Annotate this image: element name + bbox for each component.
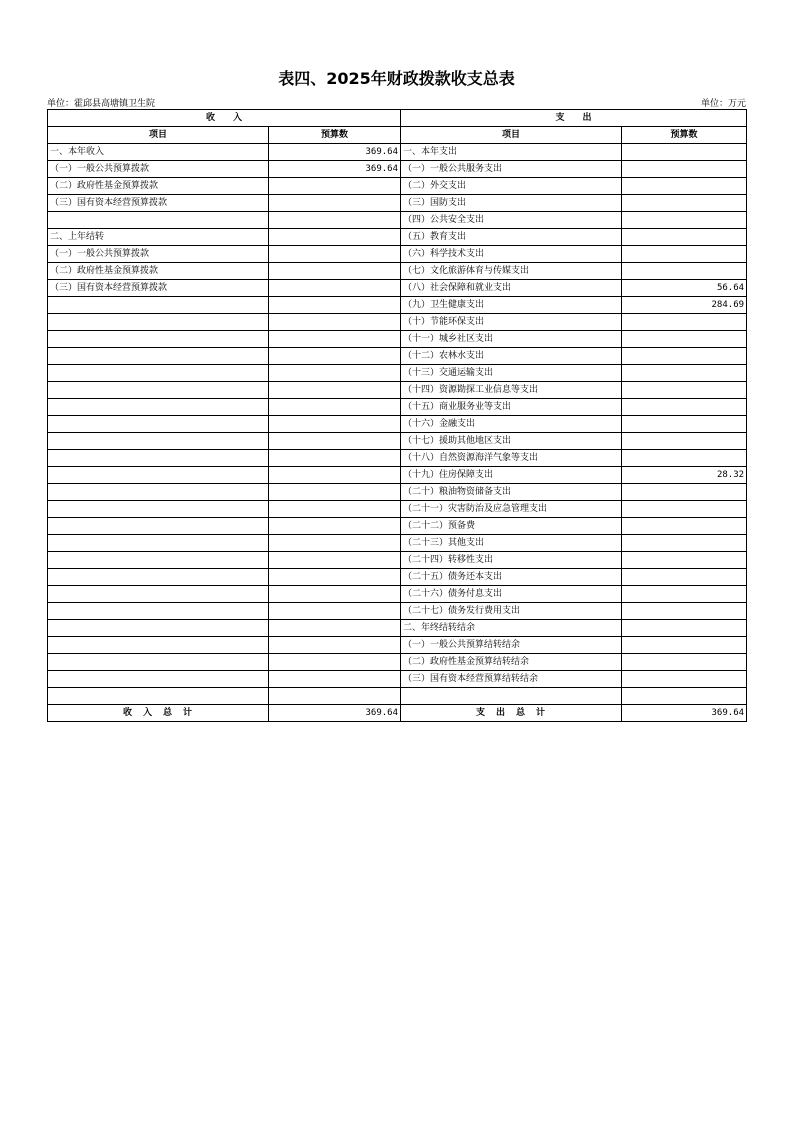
table-row xyxy=(48,382,747,399)
expense-value-cell xyxy=(622,552,747,569)
table-row xyxy=(48,518,747,535)
expense-value-cell xyxy=(622,314,747,331)
income-value-cell xyxy=(269,688,401,705)
expense-item-cell: （十八）自然资源海洋气象等支出 xyxy=(401,450,622,467)
income-item-cell: 二、上年结转 xyxy=(48,229,269,246)
expense-item-cell: （二十）粮油物资储备支出 xyxy=(401,484,622,501)
income-value-cell xyxy=(269,212,401,229)
expense-item-cell: （十九）住房保障支出 xyxy=(401,467,622,484)
table-row xyxy=(48,450,747,467)
expense-item-cell: （十七）援助其他地区支出 xyxy=(401,433,622,450)
expense-value-cell xyxy=(622,178,747,195)
expense-value-cell xyxy=(622,688,747,705)
expense-item-cell: （十）节能环保支出 xyxy=(401,314,622,331)
expense-value-cell xyxy=(622,518,747,535)
table-row xyxy=(48,620,747,637)
expense-item-cell: 一、本年支出 xyxy=(401,144,622,161)
table-row xyxy=(48,246,747,263)
table-row xyxy=(48,603,747,620)
budget-table xyxy=(47,109,747,722)
income-item-cell xyxy=(48,297,269,314)
expense-item-cell: （九）卫生健康支出 xyxy=(401,297,622,314)
income-item-cell: （一）一般公共预算拨款 xyxy=(48,246,269,263)
income-value-cell: 369.64 xyxy=(269,161,401,178)
income-value-cell xyxy=(269,399,401,416)
expense-value-cell xyxy=(622,654,747,671)
income-value-cell xyxy=(269,501,401,518)
income-item-cell xyxy=(48,518,269,535)
expense-item-cell: （三）国有资本经营预算结转结余 xyxy=(401,671,622,688)
income-item-cell xyxy=(48,688,269,705)
expense-item-cell: （十三）交通运输支出 xyxy=(401,365,622,382)
table-row xyxy=(48,161,747,178)
table-row xyxy=(48,212,747,229)
expense-value-cell xyxy=(622,586,747,603)
expense-item-cell: （三）国防支出 xyxy=(401,195,622,212)
income-budget-header: 预算数 xyxy=(269,127,401,144)
income-item-cell xyxy=(48,569,269,586)
income-value-cell xyxy=(269,620,401,637)
unit-currency: 单位：万元 xyxy=(700,99,746,109)
income-value-cell xyxy=(269,195,401,212)
column-header-row xyxy=(48,127,747,144)
income-item-cell xyxy=(48,212,269,229)
income-value-cell xyxy=(269,280,401,297)
table-row xyxy=(48,654,747,671)
income-item-cell: （二）政府性基金预算拨款 xyxy=(48,263,269,280)
expense-value-cell xyxy=(622,144,747,161)
expense-value-cell xyxy=(622,501,747,518)
income-value-cell xyxy=(269,637,401,654)
income-value-cell xyxy=(269,178,401,195)
expense-value-cell xyxy=(622,382,747,399)
table-row xyxy=(48,501,747,518)
table-row xyxy=(48,331,747,348)
expense-value-cell: 56.64 xyxy=(622,280,747,297)
expense-value-cell xyxy=(622,263,747,280)
table-row xyxy=(48,365,747,382)
income-item-cell xyxy=(48,450,269,467)
table-row xyxy=(48,637,747,654)
income-item-cell xyxy=(48,314,269,331)
income-value-cell xyxy=(269,484,401,501)
expense-item-cell: （八）社会保障和就业支出 xyxy=(401,280,622,297)
expense-item-cell: （十六）金融支出 xyxy=(401,416,622,433)
income-value-cell xyxy=(269,382,401,399)
expense-item-cell: （六）科学技术支出 xyxy=(401,246,622,263)
expense-value-cell xyxy=(622,195,747,212)
income-value-cell xyxy=(269,365,401,382)
income-value-cell xyxy=(269,229,401,246)
table-row xyxy=(48,314,747,331)
table-row xyxy=(48,688,747,705)
expense-item-cell: （二十五）债务还本支出 xyxy=(401,569,622,586)
expense-item-cell: （二十一）灾害防治及应急管理支出 xyxy=(401,501,622,518)
expense-value-cell xyxy=(622,331,747,348)
expense-item-cell: 二、年终结转结余 xyxy=(401,620,622,637)
income-value-cell xyxy=(269,603,401,620)
expense-value-cell xyxy=(622,484,747,501)
income-item-cell xyxy=(48,416,269,433)
expense-item-header: 项目 xyxy=(401,127,622,144)
income-item-cell xyxy=(48,433,269,450)
table-row xyxy=(48,535,747,552)
table-row xyxy=(48,229,747,246)
table-row xyxy=(48,297,747,314)
income-value-cell xyxy=(269,433,401,450)
expense-item-cell xyxy=(401,688,622,705)
income-item-cell: （一）一般公共预算拨款 xyxy=(48,161,269,178)
expense-section-header: 支 出 xyxy=(401,110,747,127)
income-item-cell xyxy=(48,348,269,365)
income-item-cell xyxy=(48,467,269,484)
table-row xyxy=(48,144,747,161)
income-item-cell xyxy=(48,382,269,399)
expense-value-cell xyxy=(622,433,747,450)
income-total-label: 收 入 总 计 xyxy=(48,705,269,722)
expense-value-cell xyxy=(622,603,747,620)
section-header-row xyxy=(48,110,747,127)
expense-item-cell: （一）一般公共预算结转结余 xyxy=(401,637,622,654)
total-row xyxy=(48,705,747,722)
expense-item-cell: （二）外交支出 xyxy=(401,178,622,195)
expense-value-cell xyxy=(622,399,747,416)
income-item-cell xyxy=(48,671,269,688)
table-row xyxy=(48,569,747,586)
expense-value-cell xyxy=(622,535,747,552)
expense-value-cell: 284.69 xyxy=(622,297,747,314)
table-row xyxy=(48,348,747,365)
expense-item-cell: （十一）城乡社区支出 xyxy=(401,331,622,348)
income-item-cell xyxy=(48,620,269,637)
income-item-header: 项目 xyxy=(48,127,269,144)
expense-value-cell xyxy=(622,637,747,654)
income-value-cell xyxy=(269,569,401,586)
document-title: 表四、2025年财政拨款收支总表 xyxy=(278,69,515,88)
expense-item-cell: （七）文化旅游体育与传媒支出 xyxy=(401,263,622,280)
expense-value-cell xyxy=(622,246,747,263)
income-value-cell xyxy=(269,348,401,365)
expense-value-cell: 28.32 xyxy=(622,467,747,484)
income-value-cell xyxy=(269,535,401,552)
expense-item-cell: （二十二）预备费 xyxy=(401,518,622,535)
expense-item-cell: （二十三）其他支出 xyxy=(401,535,622,552)
income-value-cell: 369.64 xyxy=(269,144,401,161)
table-row xyxy=(48,586,747,603)
expense-total-label: 支 出 总 计 xyxy=(401,705,622,722)
expense-item-cell: （十二）农林水支出 xyxy=(401,348,622,365)
expense-value-cell xyxy=(622,450,747,467)
income-item-cell: （三）国有资本经营预算拨款 xyxy=(48,280,269,297)
expense-value-cell xyxy=(622,620,747,637)
expense-value-cell xyxy=(622,212,747,229)
expense-value-cell xyxy=(622,671,747,688)
income-value-cell xyxy=(269,314,401,331)
table-row xyxy=(48,399,747,416)
expense-item-cell: （二）政府性基金预算结转结余 xyxy=(401,654,622,671)
expense-item-cell: （二十七）债务发行费用支出 xyxy=(401,603,622,620)
income-item-cell xyxy=(48,637,269,654)
income-value-cell xyxy=(269,518,401,535)
table-row xyxy=(48,467,747,484)
expense-total-value: 369.64 xyxy=(622,705,747,722)
unit-organization: 单位：霍邱县高塘镇卫生院 xyxy=(47,99,156,109)
expense-item-cell: （二十六）债务付息支出 xyxy=(401,586,622,603)
expense-item-cell: （十四）资源勘探工业信息等支出 xyxy=(401,382,622,399)
expense-value-cell xyxy=(622,229,747,246)
expense-item-cell: （五）教育支出 xyxy=(401,229,622,246)
table-row xyxy=(48,552,747,569)
table-row xyxy=(48,178,747,195)
income-item-cell xyxy=(48,654,269,671)
income-item-cell xyxy=(48,365,269,382)
table-row xyxy=(48,671,747,688)
table-row xyxy=(48,433,747,450)
income-item-cell xyxy=(48,331,269,348)
expense-value-cell xyxy=(622,161,747,178)
expense-item-cell: （二十四）转移性支出 xyxy=(401,552,622,569)
income-item-cell xyxy=(48,501,269,518)
income-value-cell xyxy=(269,263,401,280)
table-row xyxy=(48,195,747,212)
income-item-cell xyxy=(48,586,269,603)
income-item-cell xyxy=(48,603,269,620)
expense-budget-header: 预算数 xyxy=(622,127,747,144)
income-total-value: 369.64 xyxy=(269,705,401,722)
income-value-cell xyxy=(269,450,401,467)
income-item-cell xyxy=(48,552,269,569)
income-item-cell: （二）政府性基金预算拨款 xyxy=(48,178,269,195)
income-section-header: 收 入 xyxy=(48,110,401,127)
income-value-cell xyxy=(269,671,401,688)
income-item-cell: （三）国有资本经营预算拨款 xyxy=(48,195,269,212)
table-row xyxy=(48,280,747,297)
table-row xyxy=(48,484,747,501)
income-item-cell xyxy=(48,399,269,416)
income-value-cell xyxy=(269,331,401,348)
income-value-cell xyxy=(269,416,401,433)
expense-value-cell xyxy=(622,365,747,382)
income-value-cell xyxy=(269,467,401,484)
table-row xyxy=(48,263,747,280)
income-value-cell xyxy=(269,246,401,263)
income-item-cell xyxy=(48,484,269,501)
income-value-cell xyxy=(269,654,401,671)
expense-value-cell xyxy=(622,348,747,365)
income-value-cell xyxy=(269,552,401,569)
income-item-cell xyxy=(48,535,269,552)
income-value-cell xyxy=(269,297,401,314)
expense-item-cell: （四）公共安全支出 xyxy=(401,212,622,229)
expense-value-cell xyxy=(622,569,747,586)
expense-item-cell: （一）一般公共服务支出 xyxy=(401,161,622,178)
income-item-cell: 一、本年收入 xyxy=(48,144,269,161)
expense-value-cell xyxy=(622,416,747,433)
income-value-cell xyxy=(269,586,401,603)
expense-item-cell: （十五）商业服务业等支出 xyxy=(401,399,622,416)
table-row xyxy=(48,416,747,433)
